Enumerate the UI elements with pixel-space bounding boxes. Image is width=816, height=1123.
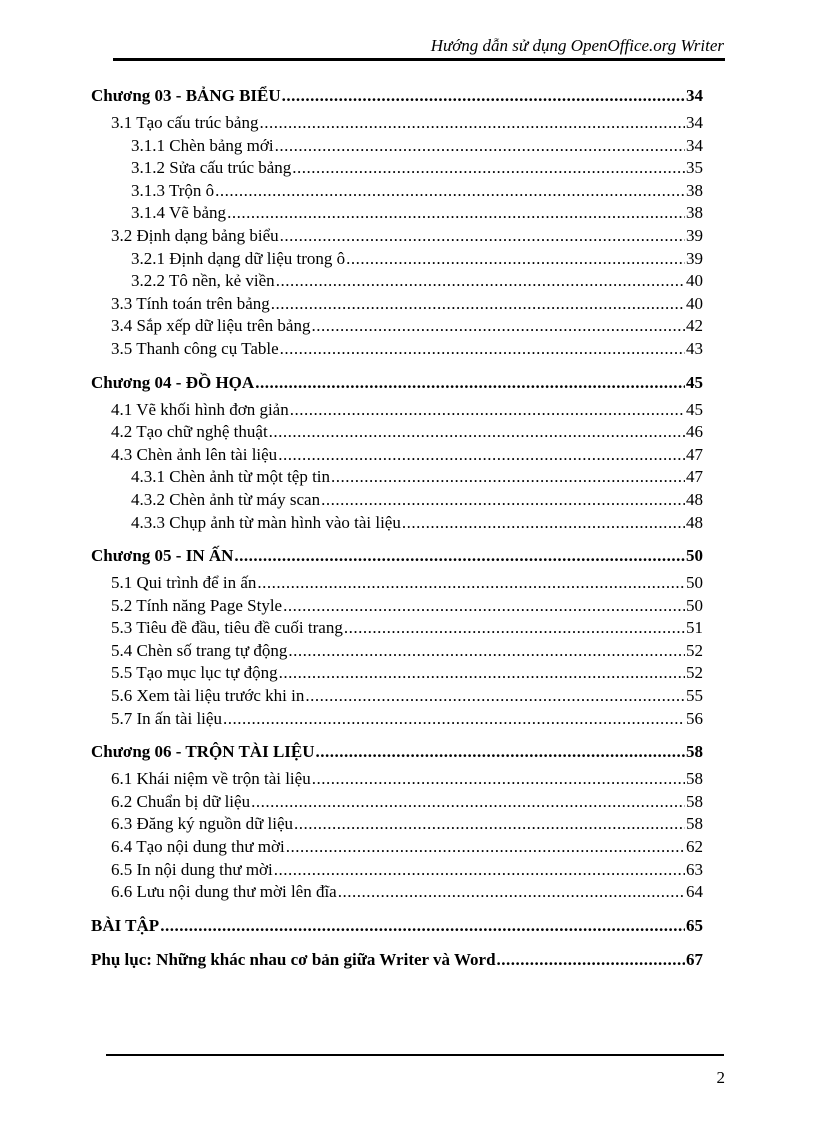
toc-entry[interactable] — [91, 293, 703, 316]
toc-leader-dots — [160, 914, 685, 938]
toc-page-number: 56 — [686, 708, 703, 728]
toc-entry-title: 5.3 Tiêu đề đầu, tiêu đề cuối trang — [111, 618, 343, 638]
footer-page-number: 2 — [716, 1068, 725, 1087]
toc-page-number: 64 — [686, 882, 703, 902]
toc-leader-dots — [275, 135, 685, 158]
toc-entry[interactable] — [91, 640, 703, 663]
toc-page-number: 58 — [686, 814, 703, 834]
toc-entry-title: 3.2 Định dạng bảng biểu — [111, 225, 279, 245]
toc-entry[interactable] — [91, 202, 703, 225]
toc-leader-dots — [280, 338, 685, 361]
toc-entry[interactable] — [91, 708, 703, 731]
toc-entry-title: 6.4 Tạo nội dung thư mời — [111, 837, 285, 857]
table-of-contents — [91, 84, 703, 982]
toc-page-number: 55 — [686, 686, 703, 706]
toc-page-number: 39 — [686, 248, 703, 268]
toc-leader-dots — [321, 489, 685, 512]
toc-entry-title: 3.1.4 Vẽ bảng — [131, 203, 227, 223]
toc-entry-title: 3.3 Tính toán trên bảng — [111, 293, 270, 313]
toc-entry-title: 5.5 Tạo mục lục tự động — [111, 663, 278, 683]
toc-leader-dots — [271, 293, 685, 316]
toc-chapter-entry[interactable] — [91, 914, 703, 938]
toc-entry-title: 5.6 Xem tài liệu trước khi in — [111, 686, 305, 706]
toc-entry-title: 3.1.3 Trộn ô — [131, 180, 215, 200]
toc-entry-title: 6.5 In nội dung thư mời — [111, 859, 273, 879]
toc-section — [91, 914, 703, 938]
toc-entry[interactable] — [91, 157, 703, 180]
toc-entry-title: 3.1.1 Chèn bảng mới — [131, 135, 274, 155]
toc-leader-dots — [338, 881, 685, 904]
toc-leader-dots — [223, 708, 685, 731]
toc-section — [91, 371, 703, 535]
toc-section — [91, 740, 703, 904]
toc-entry[interactable] — [91, 489, 703, 512]
toc-leader-dots — [292, 157, 685, 180]
toc-entry[interactable] — [91, 595, 703, 618]
toc-page-number: 34 — [686, 113, 703, 132]
toc-page-number: 52 — [686, 640, 703, 660]
toc-leader-dots — [497, 948, 685, 972]
toc-leader-dots — [283, 595, 685, 618]
toc-entry[interactable] — [91, 225, 703, 248]
toc-chapter-title: Chương 06 - TRỘN TÀI LIỆU — [91, 742, 315, 762]
toc-section — [91, 84, 703, 361]
toc-entry-title: 3.1.2 Sửa cấu trúc bảng — [131, 158, 292, 178]
toc-leader-dots — [290, 399, 685, 422]
toc-entry[interactable] — [91, 836, 703, 859]
header-rule — [113, 58, 725, 61]
toc-chapter-title: Chương 05 - IN ẤN — [91, 546, 234, 566]
toc-page-number: 52 — [686, 663, 703, 683]
toc-entry[interactable] — [91, 512, 703, 535]
toc-leader-dots — [280, 225, 685, 248]
toc-page-number: 58 — [686, 769, 703, 789]
toc-page-number: 65 — [686, 915, 703, 935]
toc-entry-title: 4.3.2 Chèn ảnh từ máy scan — [131, 489, 321, 509]
toc-entry-title: 6.2 Chuẩn bị dữ liệu — [111, 791, 251, 811]
toc-entry-title: 4.1 Vẽ khối hình đơn giản — [111, 399, 289, 419]
toc-page-number: 50 — [686, 546, 703, 566]
toc-entry[interactable] — [91, 685, 703, 708]
toc-leader-dots — [312, 768, 685, 791]
toc-leader-dots — [344, 617, 685, 640]
toc-entry[interactable] — [91, 248, 703, 271]
toc-entry[interactable] — [91, 466, 703, 489]
toc-entry-title: 3.1 Tạo cấu trúc bảng — [111, 113, 259, 132]
toc-entry[interactable] — [91, 859, 703, 882]
toc-entry[interactable] — [91, 662, 703, 685]
toc-leader-dots — [215, 180, 685, 203]
toc-entry[interactable] — [91, 881, 703, 904]
toc-entry-title: 5.1 Qui trình để in ấn — [111, 573, 257, 593]
toc-leader-dots — [331, 466, 685, 489]
toc-page-number: 43 — [686, 338, 703, 358]
toc-entry[interactable] — [91, 180, 703, 203]
toc-entry[interactable] — [91, 421, 703, 444]
toc-leader-dots — [259, 112, 685, 135]
toc-page-number: 48 — [686, 489, 703, 509]
toc-leader-dots — [316, 740, 685, 764]
toc-page-number: 50 — [686, 573, 703, 593]
toc-page-number: 42 — [686, 316, 703, 336]
toc-page-number: 48 — [686, 512, 703, 532]
toc-page-number: 46 — [686, 422, 703, 442]
toc-leader-dots — [294, 813, 685, 836]
toc-page-number: 38 — [686, 180, 703, 200]
toc-page-number: 34 — [686, 86, 703, 105]
toc-entry-title: 4.3.1 Chèn ảnh từ một tệp tin — [131, 467, 331, 487]
toc-page-number: 34 — [686, 135, 703, 155]
toc-page-number: 51 — [686, 618, 703, 638]
toc-leader-dots — [288, 640, 685, 663]
toc-page-number: 63 — [686, 859, 703, 879]
toc-section — [91, 948, 703, 972]
toc-entry-title: 4.2 Tạo chữ nghệ thuật — [111, 422, 268, 442]
toc-chapter-entry[interactable] — [91, 740, 703, 764]
toc-leader-dots — [402, 512, 685, 535]
toc-entry-title: 3.2.1 Định dạng dữ liệu trong ô — [131, 248, 346, 268]
toc-page-number: 47 — [686, 444, 703, 464]
toc-chapter-title: Chương 03 - BẢNG BIỂU — [91, 86, 281, 105]
toc-page-number: 45 — [686, 399, 703, 419]
toc-chapter-entry[interactable] — [91, 948, 703, 972]
toc-chapter-title: Phụ lục: Những khác nhau cơ bản giữa Writer và Word — [91, 949, 496, 969]
toc-leader-dots — [278, 444, 685, 467]
toc-page-number: 38 — [686, 203, 703, 223]
toc-page-number: 62 — [686, 837, 703, 857]
toc-leader-dots — [257, 572, 685, 595]
toc-entry[interactable] — [91, 768, 703, 791]
toc-leader-dots — [255, 371, 685, 395]
toc-leader-dots — [346, 248, 685, 271]
toc-leader-dots — [269, 421, 685, 444]
toc-page-number: 58 — [686, 742, 703, 762]
footer-rule — [106, 1054, 724, 1056]
toc-entry-title: 4.3 Chèn ảnh lên tài liệu — [111, 444, 278, 464]
toc-entry-title: 3.5 Thanh công cụ Table — [111, 338, 279, 358]
toc-entry-title: 3.2.2 Tô nền, kẻ viền — [131, 271, 275, 291]
header-title: Hướng dẫn sử dụng OpenOffice.org Writer — [430, 36, 724, 55]
toc-entry[interactable] — [91, 399, 703, 422]
toc-entry[interactable] — [91, 135, 703, 158]
toc-section — [91, 544, 703, 730]
toc-leader-dots — [286, 836, 685, 859]
toc-page-number: 67 — [686, 949, 703, 969]
toc-entry[interactable] — [91, 572, 703, 595]
toc-leader-dots — [251, 791, 685, 814]
toc-entry-title: 5.4 Chèn số trang tự động — [111, 640, 288, 660]
toc-entry-title: 3.4 Sắp xếp dữ liệu trên bảng — [111, 316, 311, 336]
toc-entry-title: 5.2 Tính năng Page Style — [111, 595, 283, 615]
toc-entry-title: 4.3.3 Chụp ảnh từ màn hình vào tài liệu — [131, 512, 401, 532]
toc-chapter-entry[interactable] — [91, 544, 703, 568]
toc-entry[interactable] — [91, 444, 703, 467]
toc-entry[interactable] — [91, 112, 703, 135]
toc-page-number: 50 — [686, 595, 703, 615]
toc-chapter-entry[interactable] — [91, 371, 703, 395]
toc-entry-title: 6.6 Lưu nội dung thư mời lên đĩa — [111, 882, 337, 902]
toc-leader-dots — [276, 270, 685, 293]
toc-entry[interactable] — [91, 315, 703, 338]
toc-entry[interactable] — [91, 813, 703, 836]
toc-chapter-title: BÀI TẬP — [91, 915, 160, 935]
toc-leader-dots — [279, 662, 685, 685]
toc-page-number: 40 — [686, 271, 703, 291]
toc-leader-dots — [305, 685, 685, 708]
toc-leader-dots — [274, 859, 685, 882]
toc-entry-title: 5.7 In ấn tài liệu — [111, 708, 222, 728]
toc-entry[interactable] — [91, 338, 703, 361]
toc-page-number: 35 — [686, 158, 703, 178]
toc-leader-dots — [282, 84, 685, 108]
toc-entry[interactable] — [91, 270, 703, 293]
toc-page-number: 40 — [686, 293, 703, 313]
toc-chapter-title: Chương 04 - ĐỒ HỌA — [91, 372, 255, 392]
toc-leader-dots — [227, 202, 685, 225]
toc-entry-title: 6.3 Đăng ký nguồn dữ liệu — [111, 814, 294, 834]
toc-leader-dots — [234, 544, 685, 568]
toc-entry[interactable] — [91, 617, 703, 640]
toc-page-number: 47 — [686, 467, 703, 487]
toc-page-number: 39 — [686, 225, 703, 245]
toc-leader-dots — [311, 315, 685, 338]
toc-chapter-entry[interactable] — [91, 84, 703, 108]
toc-page-number: 45 — [686, 372, 703, 392]
toc-entry-title: 6.1 Khái niệm về trộn tài liệu — [111, 769, 311, 789]
toc-entry[interactable] — [91, 791, 703, 814]
toc-page-number: 58 — [686, 791, 703, 811]
